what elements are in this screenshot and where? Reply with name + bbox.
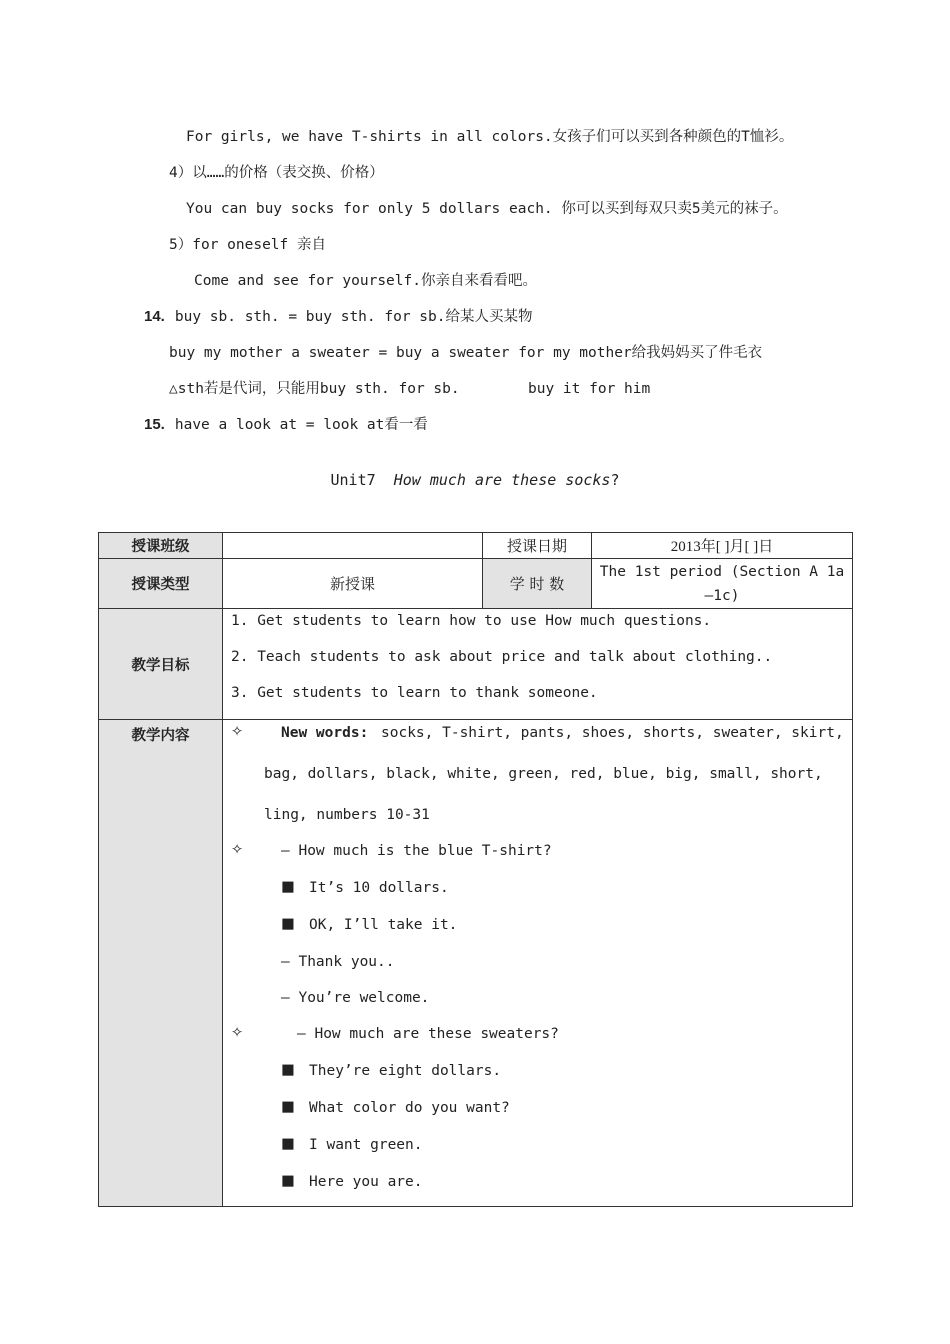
new-words-line-1: socks, T-shirt, pants, shoes, shorts, sweater, skirt, <box>381 725 844 741</box>
goal-item: 2. Teach students to ask about price and talk about clothing.. <box>231 649 773 665</box>
dialogue-2-line: I want green. <box>309 1137 423 1153</box>
goals-cell <box>223 609 853 720</box>
note-line-5: Come and see for yourself.你亲自来看看吧。 <box>194 273 537 289</box>
item-14-example-2: △sth若是代词，只能用buy sth. for sb. <box>169 381 460 397</box>
table-row <box>99 559 853 609</box>
new-words-line-3: ling, numbers 10-31 <box>264 807 430 823</box>
diamond-icon: ✧ <box>231 724 244 740</box>
note-line-1: For girls, we have T-shirts in all colors.女孩子们可以买到各种颜色的T恤衫。 <box>186 129 794 145</box>
square-bullet-icon: ■ <box>281 1099 295 1115</box>
item-15-text: have a look at = look at看一看 <box>174 417 428 433</box>
class-value <box>223 533 483 559</box>
lesson-info-table <box>98 532 853 1207</box>
dialogue-1-line: — You’re welcome. <box>281 990 430 1006</box>
new-words-line-2: bag, dollars, black, white, green, red, blue, big, small, short, <box>264 766 823 782</box>
dialogue-1-question: — How much is the blue T-shirt? <box>281 843 552 859</box>
dialogue-2-line: What color do you want? <box>309 1100 510 1116</box>
unit-title-italic: How much are these socks <box>393 471 611 489</box>
content-label: 教学内容 <box>99 720 223 1207</box>
note-line-2: 4）以……的价格（表交换、价格） <box>169 165 384 181</box>
goal-item: 1. Get students to learn how to use How much questions. <box>231 613 712 629</box>
square-bullet-icon: ■ <box>281 1136 295 1152</box>
dialogue-1-line: OK, I’ll take it. <box>309 917 458 933</box>
dialogue-1-line: It’s 10 dollars. <box>309 880 449 896</box>
new-words-label: New words: <box>281 725 369 741</box>
square-bullet-icon: ■ <box>281 879 295 895</box>
date-value: 2013年[ ]月[ ]日 <box>592 533 853 559</box>
item-14 <box>144 307 532 327</box>
type-label: 授课类型 <box>99 559 223 609</box>
unit-title-prefix: Unit7 <box>330 471 376 489</box>
hours-label: 学 时 数 <box>483 559 592 609</box>
note-line-4: 5）for oneself 亲自 <box>169 237 326 253</box>
date-label: 授课日期 <box>483 533 592 559</box>
square-bullet-icon: ■ <box>281 1173 295 1189</box>
table-row <box>99 720 853 1207</box>
item-14-number: 14. <box>144 308 165 325</box>
table-row <box>99 609 853 720</box>
class-label: 授课班级 <box>99 533 223 559</box>
diamond-icon: ✧ <box>231 1025 244 1041</box>
hours-value-line-2: —1c) <box>704 587 740 604</box>
content-cell <box>223 720 853 1207</box>
unit-title-suffix: ? <box>610 471 620 489</box>
square-bullet-icon: ■ <box>281 916 295 932</box>
item-15-number: 15. <box>144 416 165 433</box>
dialogue-2-question: — How much are these sweaters? <box>297 1026 559 1042</box>
goal-item: 3. Get students to learn to thank someone. <box>231 685 598 701</box>
note-line-3: You can buy socks for only 5 dollars each. 你可以买到每双只卖5美元的袜子。 <box>186 201 788 217</box>
square-bullet-icon: ■ <box>281 1062 295 1078</box>
diamond-icon: ✧ <box>231 842 244 858</box>
hours-value-line-1: The 1st period (Section A 1a <box>599 563 845 580</box>
dialogue-2-line: They’re eight dollars. <box>309 1063 502 1079</box>
dialogue-2-line: Here you are. <box>309 1174 423 1190</box>
goal-label: 教学目标 <box>99 609 223 720</box>
item-14-text: buy sb. sth. = buy sth. for sb.给某人买某物 <box>174 309 533 325</box>
dialogue-1-line: — Thank you.. <box>281 954 395 970</box>
item-14-example-3: buy it for him <box>528 381 651 397</box>
item-14-example-1: buy my mother a sweater = buy a sweater for my mother给我妈妈买了件毛衣 <box>169 345 763 361</box>
hours-value <box>592 559 853 609</box>
table-row <box>99 533 853 559</box>
type-value: 新授课 <box>223 559 483 609</box>
item-15 <box>144 415 428 435</box>
unit-title <box>0 470 950 490</box>
